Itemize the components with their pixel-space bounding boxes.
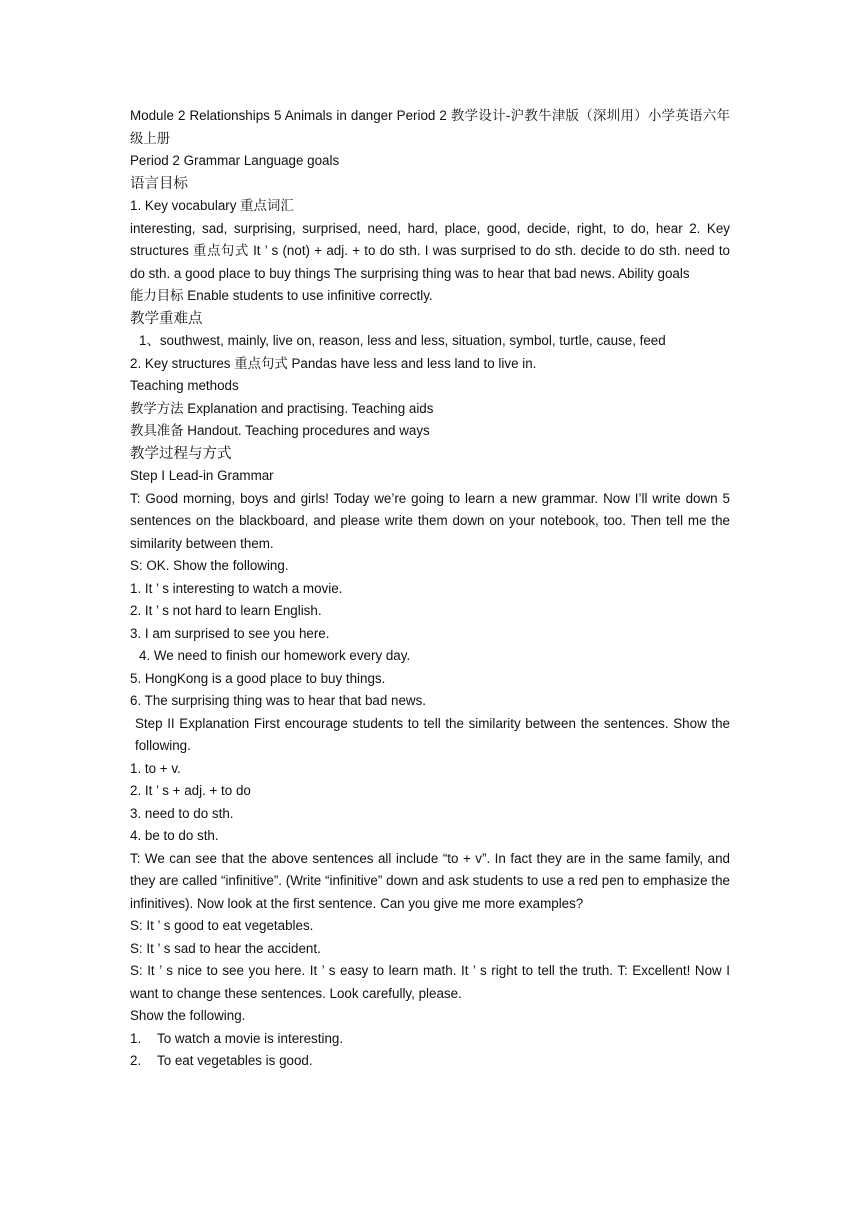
document-body (130, 105, 730, 1073)
list-item: 2. It ’ s not hard to learn English. (130, 603, 322, 618)
list-item: 2. It ’ s + adj. + to do (130, 783, 251, 798)
list-item: 3. need to do sth. (130, 805, 234, 821)
list-item-text: To eat vegetables is good. (157, 1053, 313, 1068)
paragraph: interesting, sad, surprising, surprised, need, hard, place, good, decide, right, to do, hear 2. Key structures 重点句式 It ’ s (not) + adj. + to do sth. I was surprised to do sth. decide to do sth. need to do sth. a good place to buy things The surprising thing was to hear that bad news. Ability goals (130, 220, 730, 281)
numbered-list-item (130, 1050, 730, 1073)
paragraph: T: We can see that the above sentences all include “to + v”. In fact they are in the same family, and they are called “infinitive”. (Write “infinitive” down and ask students to use a red pen to emphasize the infinitives). Now look at the first sentence. Can you give me more examples? (130, 850, 730, 911)
paragraph: 能力目标 Enable students to use infinitive correctly. (130, 288, 433, 303)
list-number: 1. (130, 1030, 142, 1046)
paragraph: S: It ’ s good to eat vegetables. (130, 918, 314, 933)
list-item-text: To watch a movie is interesting. (157, 1030, 344, 1046)
paragraph: 1、southwest, mainly, live on, reason, less and less, situation, symbol, turtle, cause, feed (139, 333, 666, 348)
numbered-list-item (130, 1028, 730, 1051)
list-item: 4. be to do sth. (130, 828, 219, 843)
paragraph: 教具准备 Handout. Teaching procedures and ways (130, 423, 430, 438)
paragraph: Show the following. (130, 1008, 246, 1023)
paragraph: S: It ’ s nice to see you here. It ’ s easy to learn math. It ’ s right to tell the truth. T: Excellent! Now I want to change these sentences. Look carefully, please. (130, 963, 730, 1001)
paragraph: T: Good morning, boys and girls! Today we’re going to learn a new grammar. Now I’ll write down 5 sentences on the blackboard, and please write them down on your notebook, too. Then tell me the similarity between them. (130, 490, 730, 551)
paragraph: 2. Key structures 重点句式 Pandas have less and less land to live in. (130, 355, 537, 371)
section-heading: Period 2 Grammar Language goals (130, 153, 340, 168)
list-number: 2. (130, 1053, 142, 1068)
list-item: 4. We need to finish our homework every day. (139, 648, 411, 663)
list-item: 5. HongKong is a good place to buy things. (130, 670, 386, 686)
section-heading: Step I Lead-in Grammar (130, 468, 274, 483)
paragraph: 教学方法 Explanation and practising. Teaching aids (130, 400, 434, 416)
list-item: 3. I am surprised to see you here. (130, 625, 330, 641)
document-title: Module 2 Relationships 5 Animals in danger Period 2 教学设计-沪教牛津版（深圳用）小学英语六年级上册 (130, 108, 730, 146)
section-heading: 教学重难点 (130, 310, 203, 327)
section-heading: 语言目标 (130, 175, 188, 192)
list-item: 1. It ’ s interesting to watch a movie. (130, 580, 343, 596)
section-heading: Teaching methods (130, 378, 239, 393)
paragraph: Step II Explanation First encourage students to tell the similarity between the sentences. Show the following. (135, 715, 730, 753)
paragraph: S: OK. Show the following. (130, 558, 289, 573)
paragraph: S: It ’ s sad to hear the accident. (130, 940, 321, 956)
list-item: 1. to + v. (130, 760, 181, 776)
list-item: 6. The surprising thing was to hear that bad news. (130, 693, 427, 708)
section-heading: 教学过程与方式 (130, 445, 232, 462)
paragraph: 1. Key vocabulary 重点词汇 (130, 198, 294, 213)
